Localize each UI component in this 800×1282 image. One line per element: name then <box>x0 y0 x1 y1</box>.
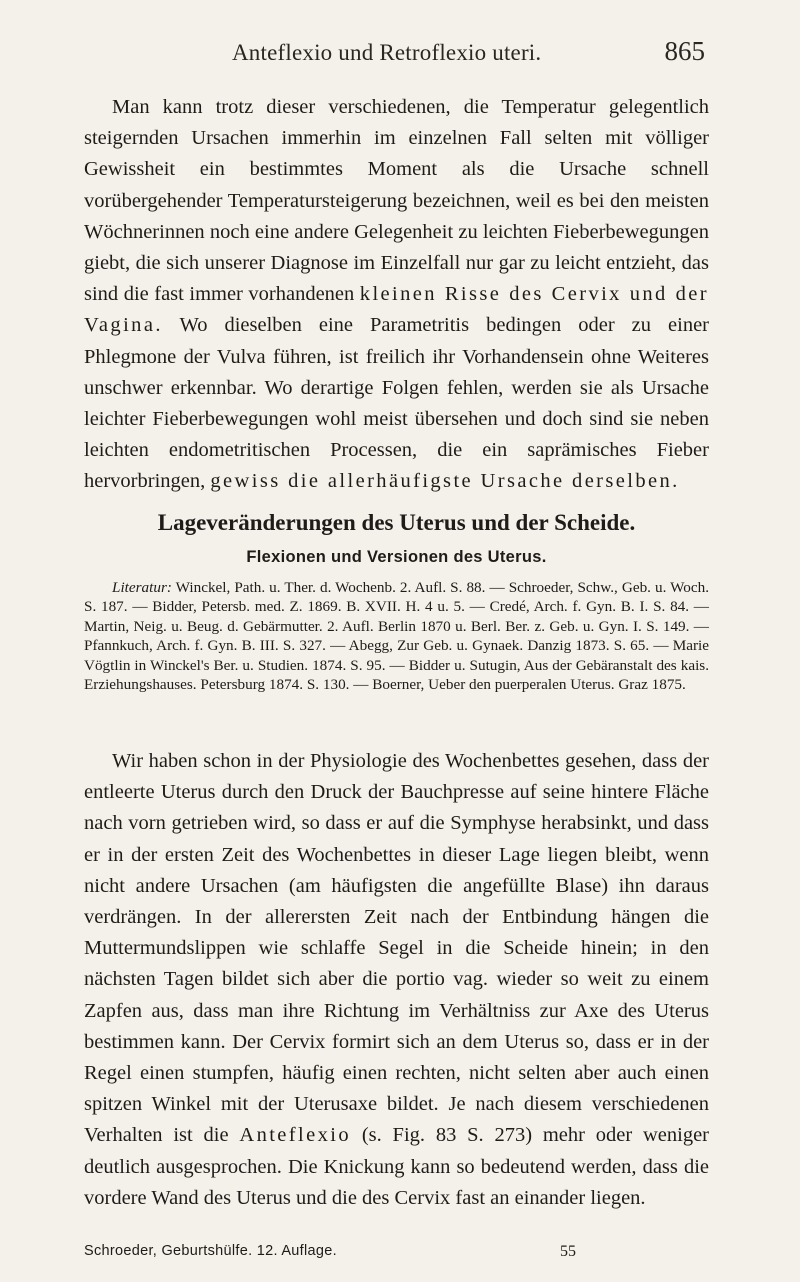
running-header <box>0 36 800 76</box>
printer-signature: Schroeder, Geburtshülfe. 12. Auflage. <box>84 1243 337 1259</box>
paragraph1-text-a: Man kann trotz dieser verschiedenen, die Temperatur gelegentlich steigernden Ursachen immerhin im einzelnen Fall selten mit völliger Gewissheit ein bestimmtes Moment als die Ursache schnell vorübergehender Temperatursteigerung bezeichnen, weil es bei den meisten Wöchnerinnen noch eine andere Gelegenheit zu leichten Fieberbewegungen giebt, die sich unserer Diagnose im Einzelfall nur gar zu leicht entzieht, das sind die fast immer vorhandenen <box>84 96 709 306</box>
section-heading: Lageveränderungen des Uterus und der Scheide. <box>157 510 636 535</box>
paragraph-puerperal-fever <box>84 92 709 498</box>
literature-label: Literatur: <box>112 579 172 596</box>
paragraph2-text-b: (s. Fig. 83 S. 273) mehr oder weniger deutlich ausgesprochen. Die Knickung kann so bedeutend werden, dass die vordere Wand des Uterus und die des Cervix fast an einander liegen. <box>84 1124 709 1209</box>
literature-text: Winckel, Path. u. Ther. d. Wochenb. 2. Aufl. S. 88. — Schroeder, Schw., Geb. u. Woch. S. 187. — Bidder, Petersb. med. Z. 1869. B. XVII. H. 4 u. 5. — Credé, Arch. f. Gyn. B. I. S. 84. — Martin, Neig. u. Beug. d. Gebärmutter. 2. Aufl. Berlin 1870 u. Berl. Ber. z. Geb. u. Gyn. I. S. 149. — Pfannkuch, Arch. f. Gyn. B. III. S. 327. — Abegg, Zur Geb. u. Gynaek. Danzig 1873. S. 65. — Marie Vögtlin in Winckel's Ber. u. Studien. 1874. S. 95. — Bidder u. Sutugin, Aus der Gebäranstalt des kais. Erziehungshauses. Petersburg 1874. S. 130. — Boerner, Ueber den puerperalen Uterus. Graz 1875. <box>84 579 709 694</box>
page-number: 865 <box>664 36 705 66</box>
paragraph1-spaced-a: kleinen Risse des Cervix und der Vagina. <box>84 283 709 337</box>
paragraph1-spaced-b: gewiss die allerhäufigste Ursache derselben. <box>210 470 680 493</box>
section-subheading: Flexionen und Versionen des Uterus. <box>246 548 547 566</box>
paragraph1-text-b: Wo dieselben eine Parametritis bedingen oder zu einer Phlegmone der Vulva führen, ist freilich ihr Vorhandensein ohne Weiteres unschwer erkennbar. Wo derartige Folgen fehlen, werden sie als Ursache leichter Fieberbewegungen wohl meist übersehen und doch sind sie neben leichten endometritischen Processen, die ein saprämisches Fieber hervorbringen, <box>84 314 709 493</box>
paragraph2-text-a: Wir haben schon in der Physiologie des Wochenbettes gesehen, dass der entleerte Uterus durch den Druck der Bauchpresse auf seine hintere Fläche nach vorn getrieben wird, so dass er auf die Symphyse herabsinkt, und dass er in der ersten Zeit des Wochenbettes in dieser Lage liegen bleibt, wenn nicht andere Ursachen (am häufigsten die angefüllte Blase) ihn daraus verdrängen. In der allerersten Zeit nach der Entbindung hängen die Muttermundslippen wie schlaffe Segel in die Scheide hinein; in den nächsten Tagen bildet sich aber die portio vag. wieder so weit zu einem Zapfen aus, dass man ihre Richtung im Verhältniss zur Axe des Uterus bestimmen kann. Der Cervix formirt sich an dem Uterus so, dass er in der Regel einen stumpfen, häufig einen rechten, nicht selten aber auch einen spitzen Winkel mit der Uterusaxe bildet. Je nach diesem verschiedenen Verhalten ist die <box>84 750 709 1147</box>
paragraph2-spaced-a: Anteflexio <box>239 1124 352 1147</box>
literature-references <box>84 578 709 694</box>
signature-line <box>84 1243 709 1267</box>
header-title: Anteflexio und Retroflexio uteri. <box>232 40 542 65</box>
signature-number: 55 <box>560 1243 576 1260</box>
paragraph-anteflexio <box>84 746 709 1214</box>
